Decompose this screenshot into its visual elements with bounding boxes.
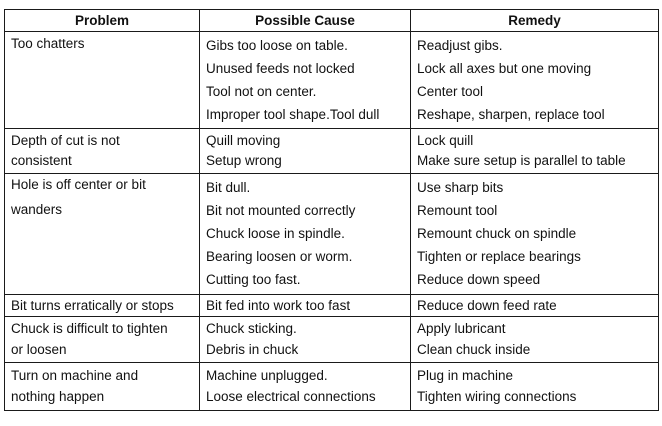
cause-text: Gibs too loose on table. xyxy=(206,37,348,53)
remedy-text: Reduce down speed xyxy=(417,272,541,288)
cause-cell xyxy=(200,295,411,317)
remedy-cell xyxy=(411,32,659,129)
problem-text: nothing happen xyxy=(11,389,105,405)
cause-text: Machine unplugged. xyxy=(206,367,328,383)
problem-text: wanders xyxy=(11,202,63,217)
cause-text: Bit fed into work too fast xyxy=(206,297,351,313)
remedy-text: Tighten wiring connections xyxy=(417,389,577,405)
problem-cell xyxy=(5,317,200,363)
table-row xyxy=(5,32,659,129)
remedy-cell xyxy=(411,363,659,411)
cause-text: Quill moving xyxy=(206,133,281,148)
remedy-text: Readjust gibs. xyxy=(417,37,503,53)
remedy-text: Reduce down feed rate xyxy=(417,297,557,313)
remedy-text: Make sure setup is parallel to table xyxy=(417,153,626,168)
problem-text: Depth of cut is not xyxy=(11,133,120,148)
troubleshooting-table xyxy=(4,9,659,411)
cause-cell xyxy=(200,174,411,295)
cause-cell xyxy=(200,32,411,129)
cause-text: Bearing loosen or worm. xyxy=(206,249,353,265)
remedy-text: Remount tool xyxy=(417,202,498,218)
problem-cell xyxy=(5,32,200,129)
remedy-text: Clean chuck inside xyxy=(417,341,531,357)
problem-cell xyxy=(5,129,200,174)
header-remedy: Remedy xyxy=(411,10,659,32)
remedy-cell xyxy=(411,174,659,295)
problem-text: Hole is off center or bit xyxy=(11,177,146,192)
cause-text: Bit dull. xyxy=(206,179,251,195)
cause-text: Debris in chuck xyxy=(206,341,299,357)
remedy-text: Lock quill xyxy=(417,133,474,148)
cause-text: Unused feeds not locked xyxy=(206,60,355,76)
table-row xyxy=(5,129,659,174)
problem-cell xyxy=(5,295,200,317)
cause-cell xyxy=(200,363,411,411)
cause-text: Chuck loose in spindle. xyxy=(206,225,345,241)
remedy-text: Plug in machine xyxy=(417,367,514,383)
problem-text: Bit turns erratically or stops xyxy=(11,297,174,313)
remedy-text: Use sharp bits xyxy=(417,179,504,195)
remedy-cell xyxy=(411,129,659,174)
cause-text: Setup wrong xyxy=(206,153,282,168)
remedy-text: Center tool xyxy=(417,83,484,99)
problem-text: Chuck is difficult to tighten xyxy=(11,321,168,337)
cause-cell xyxy=(200,317,411,363)
cause-text: Cutting too fast. xyxy=(206,272,301,288)
cause-text: Improper tool shape.Tool dull xyxy=(206,106,380,122)
problem-text: Too chatters xyxy=(11,36,85,51)
remedy-text: Apply lubricant xyxy=(417,321,506,337)
problem-text: or loosen xyxy=(11,341,67,357)
remedy-cell xyxy=(411,295,659,317)
table-row xyxy=(5,317,659,363)
remedy-text: Remount chuck on spindle xyxy=(417,225,577,241)
remedy-cell xyxy=(411,317,659,363)
cause-text: Tool not on center. xyxy=(206,83,317,99)
problem-text: Turn on machine and xyxy=(11,367,139,383)
header-possible-cause: Possible Cause xyxy=(200,10,411,32)
cause-text: Chuck sticking. xyxy=(206,321,297,337)
table-row xyxy=(5,363,659,411)
remedy-text: Lock all axes but one moving xyxy=(417,60,592,76)
cause-text: Bit not mounted correctly xyxy=(206,202,356,218)
cause-cell xyxy=(200,129,411,174)
problem-cell xyxy=(5,363,200,411)
header-problem: Problem xyxy=(5,10,200,32)
cause-text: Loose electrical connections xyxy=(206,389,376,405)
remedy-text: Reshape, sharpen, replace tool xyxy=(417,106,605,122)
remedy-text: Tighten or replace bearings xyxy=(417,249,581,265)
table-row xyxy=(5,295,659,317)
table-row xyxy=(5,174,659,295)
problem-cell xyxy=(5,174,200,295)
problem-text: consistent xyxy=(11,153,72,168)
table-header xyxy=(5,10,659,32)
